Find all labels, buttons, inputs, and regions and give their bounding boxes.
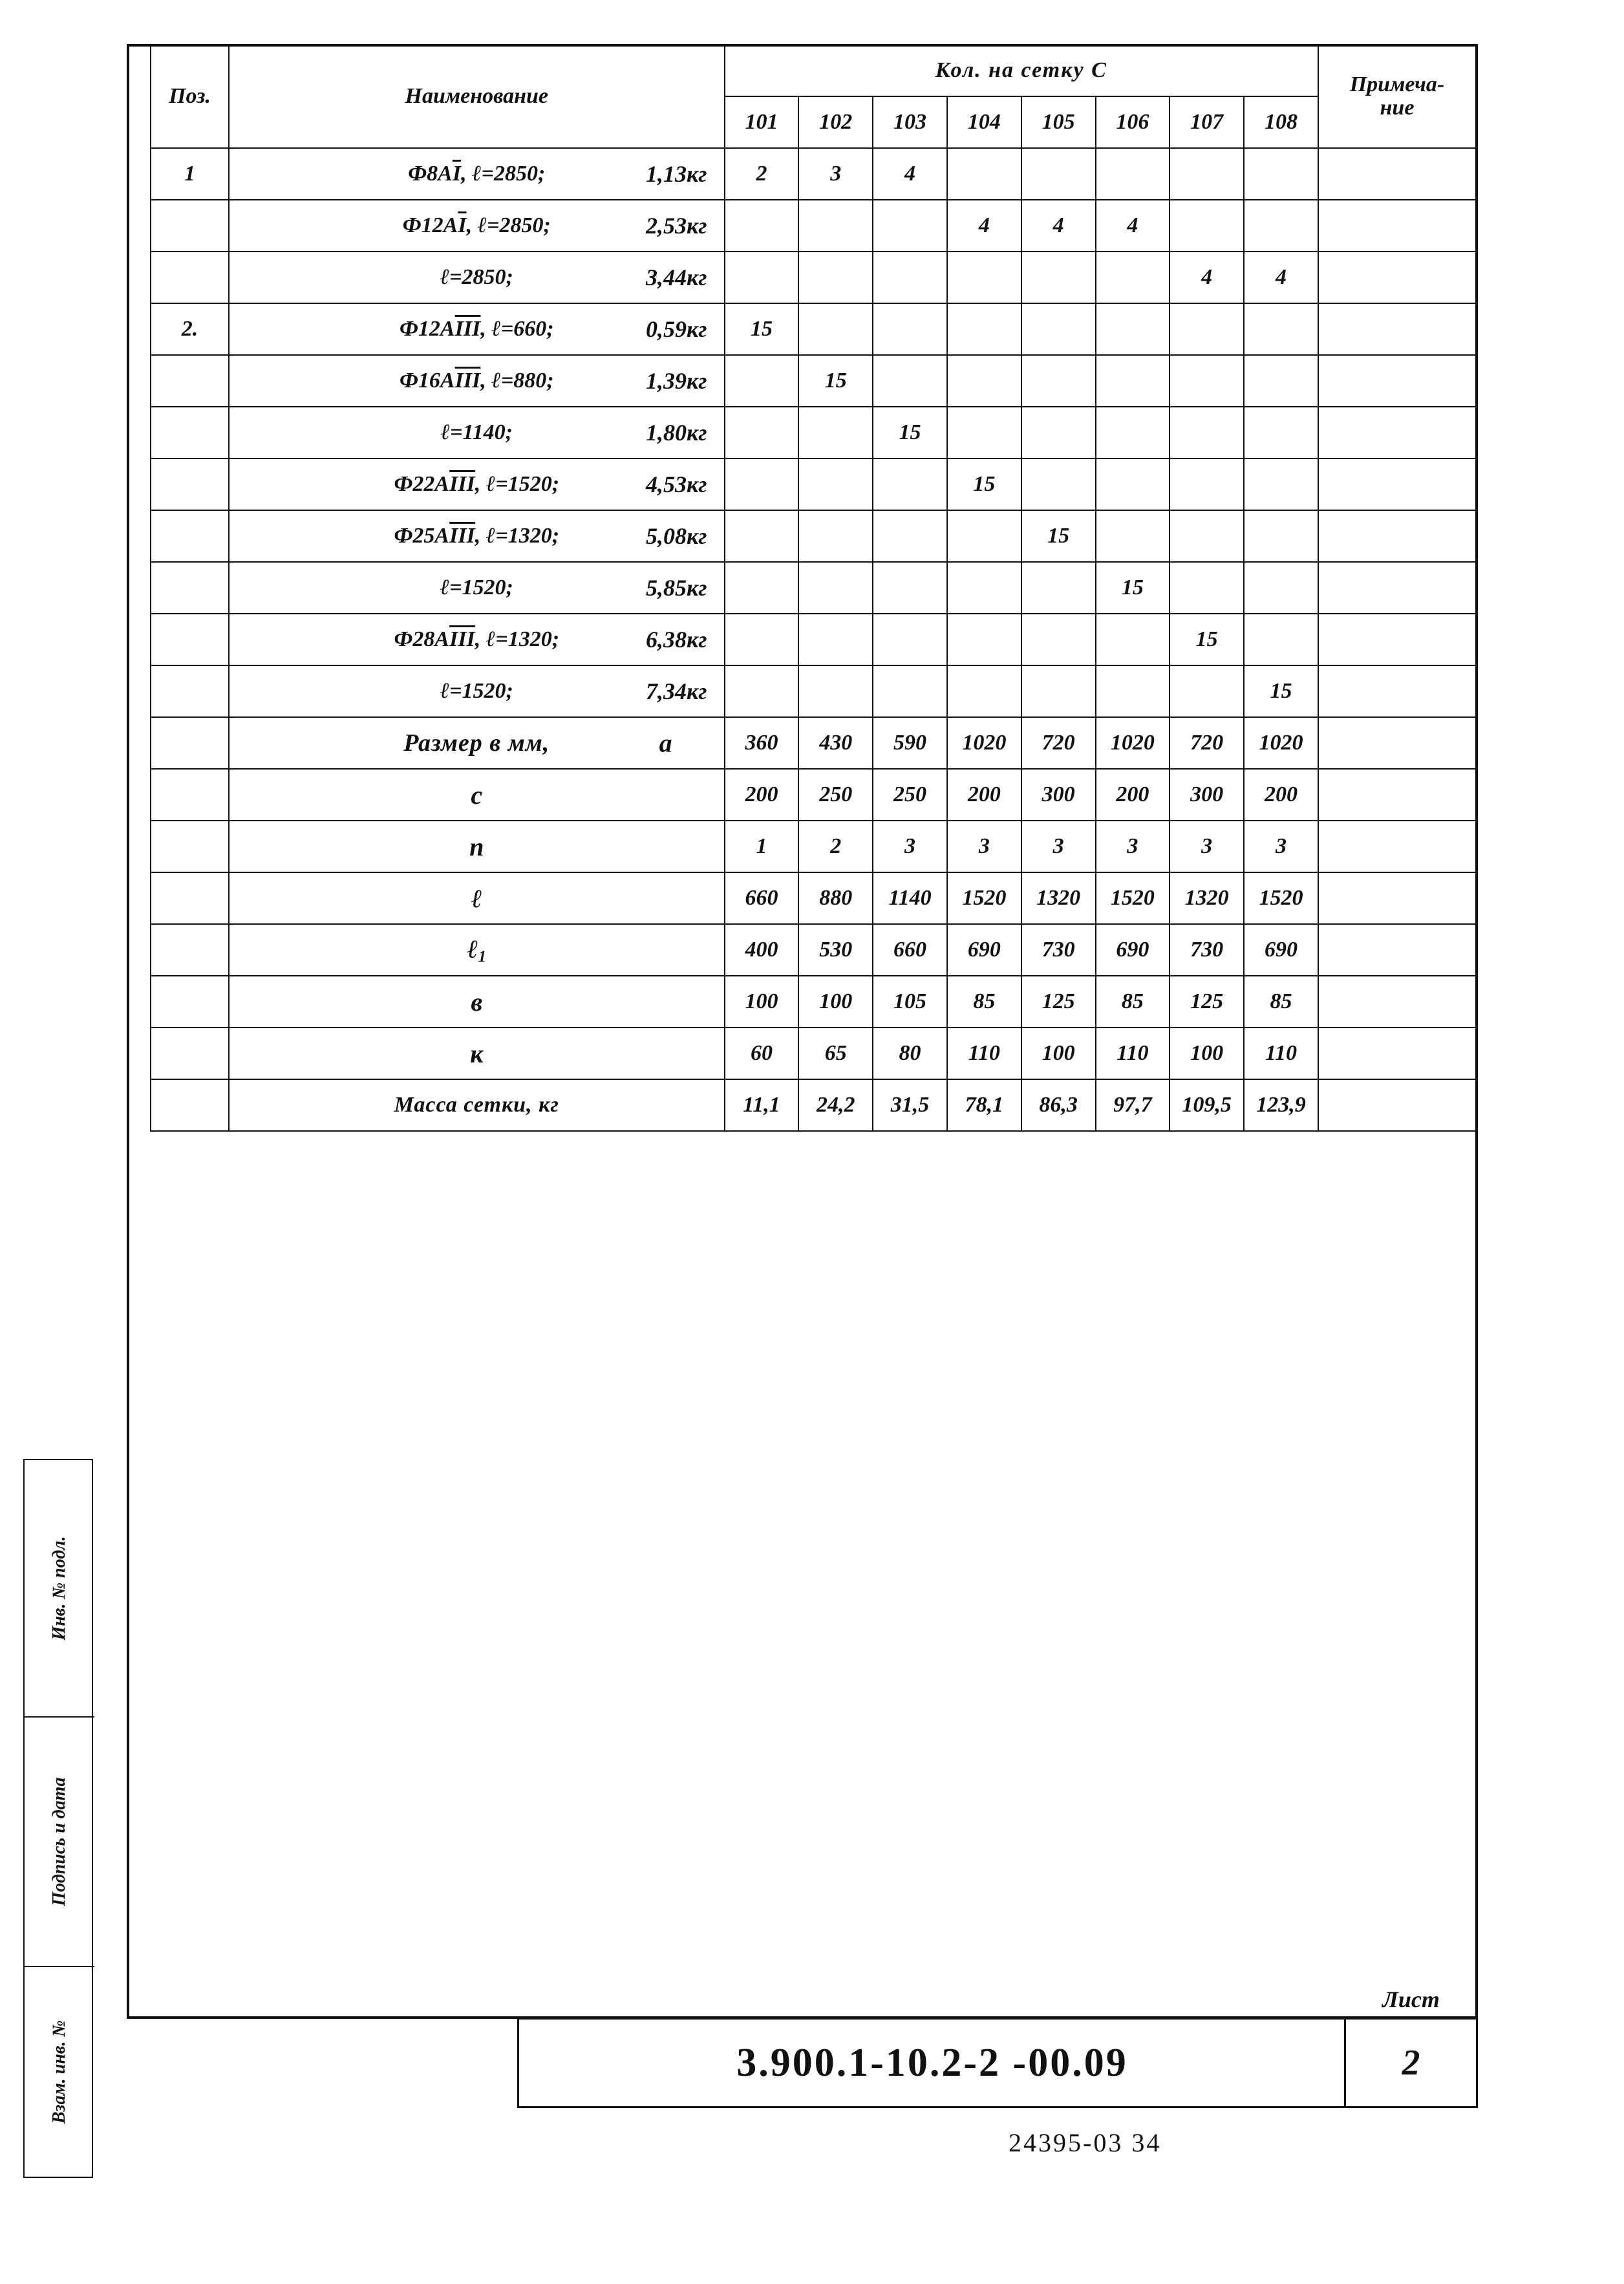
- cell-qty-108: [1244, 510, 1318, 562]
- header-name: Наименование: [229, 45, 725, 148]
- cell-param-name: [229, 924, 725, 976]
- cell-param-104: 200: [947, 769, 1021, 821]
- cell-param-103: 3: [873, 821, 947, 872]
- cell-qty-105: [1021, 148, 1096, 200]
- cell-param-107: 125: [1170, 976, 1244, 1028]
- cell-param-103: 1140: [873, 872, 947, 924]
- param-label: c: [471, 780, 483, 810]
- cell-qty-108: [1244, 355, 1318, 407]
- cell-qty-101: [725, 458, 799, 510]
- cell-qty-107: 4: [1170, 252, 1244, 303]
- cell-param-107: 1320: [1170, 872, 1244, 924]
- left-stamp-column: [23, 1459, 93, 2178]
- cell-param-108: 200: [1244, 769, 1318, 821]
- cell-qty-103: [873, 458, 947, 510]
- cell-pos: [151, 821, 229, 872]
- cell-qty-102: [798, 200, 873, 252]
- item-label: $Ф12А\overline{III}$, ℓ=660;: [400, 317, 554, 341]
- cell-note: [1318, 562, 1476, 614]
- header-col-105: 105: [1021, 96, 1096, 148]
- cell-param-104: 1020: [947, 717, 1021, 769]
- cell-param-101: 660: [725, 872, 799, 924]
- cell-param-102: 530: [798, 924, 873, 976]
- cell-pos: 2.: [151, 303, 229, 355]
- cell-qty-107: [1170, 458, 1244, 510]
- cell-name: [229, 510, 725, 562]
- table-row: [151, 407, 1476, 458]
- cell-qty-101: [725, 510, 799, 562]
- cell-pos: [151, 355, 229, 407]
- header-col-103: 103: [873, 96, 947, 148]
- cell-qty-102: [798, 407, 873, 458]
- sheet-number: 2: [1402, 2043, 1420, 2083]
- cell-qty-105: [1021, 562, 1096, 614]
- cell-param-104: 3: [947, 821, 1021, 872]
- cell-qty-107: [1170, 407, 1244, 458]
- cell-name: [229, 303, 725, 355]
- sheet-column: [1344, 1987, 1476, 2106]
- cell-qty-103: [873, 200, 947, 252]
- cell-qty-101: [725, 200, 799, 252]
- cell-param-name: [229, 1028, 725, 1079]
- cell-param-104: 85: [947, 976, 1021, 1028]
- sheet-label: Лист: [1382, 1987, 1440, 2012]
- table-row: [151, 148, 1476, 200]
- cell-qty-104: [947, 407, 1021, 458]
- cell-qty-105: [1021, 407, 1096, 458]
- title-block: [517, 1987, 1478, 2108]
- cell-qty-104: [947, 614, 1021, 665]
- cell-param-106: 85: [1096, 976, 1170, 1028]
- cell-param-105: 300: [1021, 769, 1096, 821]
- header-pos: Поз.: [151, 45, 229, 148]
- cell-note: [1318, 614, 1476, 665]
- header-col-102: 102: [798, 96, 873, 148]
- cell-qty-102: [798, 303, 873, 355]
- table-row: [151, 614, 1476, 665]
- cell-qty-101: 15: [725, 303, 799, 355]
- table-row-param: [151, 821, 1476, 872]
- cell-param-name: [229, 872, 725, 924]
- cell-param-108: 85: [1244, 976, 1318, 1028]
- cell-pos: [151, 924, 229, 976]
- cell-param-104: 110: [947, 1028, 1021, 1079]
- cell-qty-101: [725, 355, 799, 407]
- cell-param-104: 1520: [947, 872, 1021, 924]
- cell-param-108: 690: [1244, 924, 1318, 976]
- cell-qty-102: 3: [798, 148, 873, 200]
- stamp-text-podpis-data: Подпись и дата: [49, 1777, 69, 1906]
- header-col-106: 106: [1096, 96, 1170, 148]
- header-group: Кол. на сетку С: [725, 45, 1318, 96]
- param-title: Размер в мм,: [403, 729, 550, 757]
- item-mass: 2,53кг: [646, 213, 707, 239]
- cell-note: [1318, 821, 1476, 872]
- cell-note: [1318, 665, 1476, 717]
- cell-param-104: 690: [947, 924, 1021, 976]
- cell-qty-102: [798, 665, 873, 717]
- cell-note: [1318, 407, 1476, 458]
- item-mass: 3,44кг: [646, 264, 707, 290]
- cell-qty-103: [873, 562, 947, 614]
- specification-body: [151, 148, 1476, 1131]
- cell-param-name: [229, 769, 725, 821]
- cell-qty-107: [1170, 665, 1244, 717]
- cell-mass-104: 78,1: [947, 1079, 1021, 1131]
- cell-qty-106: [1096, 510, 1170, 562]
- cell-param-106: 1020: [1096, 717, 1170, 769]
- item-label: $Ф28А\overline{III}$, ℓ=1320;: [394, 627, 560, 651]
- cell-qty-103: [873, 303, 947, 355]
- item-mass: 5,85кг: [646, 575, 707, 601]
- cell-qty-107: [1170, 355, 1244, 407]
- cell-qty-103: [873, 665, 947, 717]
- cell-qty-106: [1096, 303, 1170, 355]
- param-label: ℓ$_1$: [467, 934, 487, 966]
- cell-qty-108: [1244, 458, 1318, 510]
- cell-mass-107: 109,5: [1170, 1079, 1244, 1131]
- mass-label: Масса сетки, кг: [394, 1093, 559, 1117]
- cell-qty-106: [1096, 355, 1170, 407]
- cell-qty-105: [1021, 665, 1096, 717]
- table-row-param: [151, 717, 1476, 769]
- cell-note: [1318, 510, 1476, 562]
- cell-qty-106: 15: [1096, 562, 1170, 614]
- cell-param-101: 100: [725, 976, 799, 1028]
- cell-pos: [151, 510, 229, 562]
- cell-qty-104: [947, 562, 1021, 614]
- cell-mass-102: 24,2: [798, 1079, 873, 1131]
- cell-param-107: 730: [1170, 924, 1244, 976]
- document-code: 3.900.1-10.2-2 -00.09: [736, 2040, 1128, 2085]
- cell-qty-106: [1096, 458, 1170, 510]
- stamp-cell-vzam-inv: [25, 1967, 94, 2177]
- cell-param-102: 880: [798, 872, 873, 924]
- cell-pos: [151, 407, 229, 458]
- table-row-param: [151, 976, 1476, 1028]
- cell-qty-108: [1244, 148, 1318, 200]
- cell-param-108: 3: [1244, 821, 1318, 872]
- item-label: $Ф25А\overline{III}$, ℓ=1320;: [394, 524, 560, 548]
- cell-qty-108: 15: [1244, 665, 1318, 717]
- cell-qty-102: [798, 614, 873, 665]
- cell-note: [1318, 1028, 1476, 1079]
- header-note: Примеча- ние: [1318, 45, 1476, 148]
- cell-note: [1318, 200, 1476, 252]
- cell-name: [229, 355, 725, 407]
- cell-qty-103: [873, 355, 947, 407]
- cell-pos: [151, 769, 229, 821]
- specification-table: [150, 44, 1477, 1132]
- item-label: $Ф16А\overline{III}$, ℓ=880;: [400, 369, 554, 393]
- cell-param-107: 3: [1170, 821, 1244, 872]
- cell-param-name: [229, 976, 725, 1028]
- cell-qty-108: [1244, 407, 1318, 458]
- cell-pos: [151, 252, 229, 303]
- cell-qty-101: [725, 562, 799, 614]
- header-col-101: 101: [725, 96, 799, 148]
- cell-qty-105: [1021, 252, 1096, 303]
- cell-qty-107: 15: [1170, 614, 1244, 665]
- cell-param-103: 105: [873, 976, 947, 1028]
- cell-note: [1318, 458, 1476, 510]
- cell-param-106: 1520: [1096, 872, 1170, 924]
- cell-qty-102: [798, 562, 873, 614]
- cell-qty-104: [947, 510, 1021, 562]
- cell-note: [1318, 303, 1476, 355]
- cell-qty-104: [947, 252, 1021, 303]
- cell-param-103: 660: [873, 924, 947, 976]
- cell-note: [1318, 717, 1476, 769]
- param-label: ℓ: [471, 883, 482, 913]
- item-mass: 6,38кг: [646, 627, 707, 652]
- cell-qty-101: [725, 407, 799, 458]
- cell-mass-106: 97,7: [1096, 1079, 1170, 1131]
- cell-param-108: 110: [1244, 1028, 1318, 1079]
- cell-qty-105: 4: [1021, 200, 1096, 252]
- cell-param-106: 3: [1096, 821, 1170, 872]
- cell-param-107: 720: [1170, 717, 1244, 769]
- cell-qty-106: [1096, 407, 1170, 458]
- cell-qty-106: [1096, 665, 1170, 717]
- cell-qty-107: [1170, 200, 1244, 252]
- cell-qty-102: [798, 458, 873, 510]
- cell-param-106: 110: [1096, 1028, 1170, 1079]
- item-mass: 0,59кг: [646, 316, 707, 342]
- cell-qty-107: [1170, 510, 1244, 562]
- cell-qty-107: [1170, 562, 1244, 614]
- item-mass: 1,80кг: [646, 420, 707, 446]
- cell-param-101: 1: [725, 821, 799, 872]
- cell-param-name: [229, 717, 725, 769]
- cell-param-102: 2: [798, 821, 873, 872]
- bottom-reference: 24395-03 34: [1009, 2128, 1162, 2157]
- cell-qty-107: [1170, 148, 1244, 200]
- cell-note: [1318, 769, 1476, 821]
- cell-note: [1318, 252, 1476, 303]
- cell-param-107: 300: [1170, 769, 1244, 821]
- cell-qty-103: 15: [873, 407, 947, 458]
- cell-param-105: 1320: [1021, 872, 1096, 924]
- header-col-107: 107: [1170, 96, 1244, 148]
- table-row: [151, 665, 1476, 717]
- cell-pos: [151, 200, 229, 252]
- item-label: ℓ=1140;: [440, 420, 513, 444]
- cell-name: [229, 407, 725, 458]
- item-label: ℓ=1520;: [440, 576, 513, 599]
- cell-note: [1318, 976, 1476, 1028]
- cell-qty-104: [947, 665, 1021, 717]
- cell-qty-104: 4: [947, 200, 1021, 252]
- table-header-row-top: [151, 45, 1476, 96]
- cell-param-102: 250: [798, 769, 873, 821]
- cell-name: [229, 614, 725, 665]
- cell-param-105: 100: [1021, 1028, 1096, 1079]
- item-mass: 1,39кг: [646, 368, 707, 394]
- cell-qty-101: 2: [725, 148, 799, 200]
- table-row: [151, 562, 1476, 614]
- table-row: [151, 458, 1476, 510]
- cell-qty-103: [873, 252, 947, 303]
- cell-param-102: 100: [798, 976, 873, 1028]
- cell-pos: [151, 1028, 229, 1079]
- header-col-108: 108: [1244, 96, 1318, 148]
- item-label: $Ф12А\overline{I}$, ℓ=2850;: [402, 213, 551, 237]
- cell-mass-label: [229, 1079, 725, 1131]
- table-row-param: [151, 872, 1476, 924]
- cell-qty-108: [1244, 562, 1318, 614]
- table-row: [151, 200, 1476, 252]
- cell-name: [229, 148, 725, 200]
- cell-qty-101: [725, 252, 799, 303]
- cell-param-108: 1020: [1244, 717, 1318, 769]
- table-row-mass: [151, 1079, 1476, 1131]
- cell-param-103: 80: [873, 1028, 947, 1079]
- table-row: [151, 252, 1476, 303]
- cell-qty-104: [947, 148, 1021, 200]
- cell-qty-105: 15: [1021, 510, 1096, 562]
- stamp-text-inv-podl: Инв. № подл.: [49, 1536, 69, 1641]
- item-label: ℓ=1520;: [440, 679, 513, 703]
- cell-param-105: 125: [1021, 976, 1096, 1028]
- cell-qty-106: [1096, 252, 1170, 303]
- cell-note: [1318, 148, 1476, 200]
- cell-qty-103: 4: [873, 148, 947, 200]
- cell-qty-105: [1021, 355, 1096, 407]
- cell-pos: [151, 614, 229, 665]
- stamp-cell-podpis-data: [25, 1718, 94, 1967]
- cell-pos: [151, 976, 229, 1028]
- cell-pos: [151, 562, 229, 614]
- cell-param-103: 250: [873, 769, 947, 821]
- cell-note: [1318, 872, 1476, 924]
- cell-qty-104: [947, 303, 1021, 355]
- cell-qty-102: [798, 252, 873, 303]
- cell-qty-105: [1021, 614, 1096, 665]
- item-mass: 7,34кг: [646, 678, 707, 704]
- cell-note: [1318, 924, 1476, 976]
- table-row: [151, 510, 1476, 562]
- cell-qty-108: [1244, 200, 1318, 252]
- cell-name: [229, 665, 725, 717]
- param-label: в: [471, 987, 483, 1017]
- table-row-param: [151, 924, 1476, 976]
- item-label: $Ф8А\overline{I}$, ℓ=2850;: [408, 162, 546, 186]
- table-row: [151, 303, 1476, 355]
- cell-mass-108: 123,9: [1244, 1079, 1318, 1131]
- cell-param-106: 690: [1096, 924, 1170, 976]
- cell-note: [1318, 355, 1476, 407]
- cell-qty-103: [873, 510, 947, 562]
- cell-pos: [151, 458, 229, 510]
- param-label: a: [659, 728, 672, 758]
- cell-name: [229, 458, 725, 510]
- cell-pos: 1: [151, 148, 229, 200]
- cell-param-106: 200: [1096, 769, 1170, 821]
- item-mass: 5,08кг: [646, 523, 707, 549]
- cell-qty-106: 4: [1096, 200, 1170, 252]
- cell-note: [1318, 1079, 1476, 1131]
- param-label: к: [470, 1039, 484, 1068]
- cell-param-101: 360: [725, 717, 799, 769]
- cell-name: [229, 200, 725, 252]
- cell-param-101: 200: [725, 769, 799, 821]
- cell-param-102: 65: [798, 1028, 873, 1079]
- cell-param-101: 400: [725, 924, 799, 976]
- stamp-cell-inv-podl: [25, 1460, 94, 1718]
- cell-qty-102: 15: [798, 355, 873, 407]
- cell-pos: [151, 1079, 229, 1131]
- cell-param-105: 3: [1021, 821, 1096, 872]
- cell-pos: [151, 872, 229, 924]
- item-label: $Ф22А\overline{III}$, ℓ=1520;: [394, 472, 560, 496]
- cell-param-102: 430: [798, 717, 873, 769]
- cell-param-101: 60: [725, 1028, 799, 1079]
- cell-qty-102: [798, 510, 873, 562]
- cell-param-107: 100: [1170, 1028, 1244, 1079]
- cell-qty-107: [1170, 303, 1244, 355]
- cell-qty-101: [725, 665, 799, 717]
- cell-mass-103: 31,5: [873, 1079, 947, 1131]
- cell-qty-101: [725, 614, 799, 665]
- param-label: n: [469, 832, 484, 861]
- cell-qty-106: [1096, 614, 1170, 665]
- item-mass: 1,13кг: [646, 161, 707, 187]
- cell-pos: [151, 717, 229, 769]
- cell-param-105: 720: [1021, 717, 1096, 769]
- item-label: ℓ=2850;: [440, 265, 513, 289]
- cell-param-103: 590: [873, 717, 947, 769]
- cell-qty-104: 15: [947, 458, 1021, 510]
- cell-name: [229, 252, 725, 303]
- cell-pos: [151, 665, 229, 717]
- cell-qty-108: 4: [1244, 252, 1318, 303]
- cell-qty-108: [1244, 303, 1318, 355]
- cell-mass-101: 11,1: [725, 1079, 799, 1131]
- cell-qty-108: [1244, 614, 1318, 665]
- table-row-param: [151, 1028, 1476, 1079]
- cell-qty-104: [947, 355, 1021, 407]
- cell-mass-105: 86,3: [1021, 1079, 1096, 1131]
- table-row-param: [151, 769, 1476, 821]
- cell-qty-105: [1021, 303, 1096, 355]
- cell-qty-103: [873, 614, 947, 665]
- cell-param-name: [229, 821, 725, 872]
- cell-param-105: 730: [1021, 924, 1096, 976]
- frame-line-left: [127, 44, 129, 2018]
- cell-qty-105: [1021, 458, 1096, 510]
- item-mass: 4,53кг: [646, 471, 707, 497]
- table-row: [151, 355, 1476, 407]
- cell-name: [229, 562, 725, 614]
- cell-param-108: 1520: [1244, 872, 1318, 924]
- header-col-104: 104: [947, 96, 1021, 148]
- cell-qty-106: [1096, 148, 1170, 200]
- stamp-text-vzam-inv: Взам. инв. №: [49, 2020, 69, 2124]
